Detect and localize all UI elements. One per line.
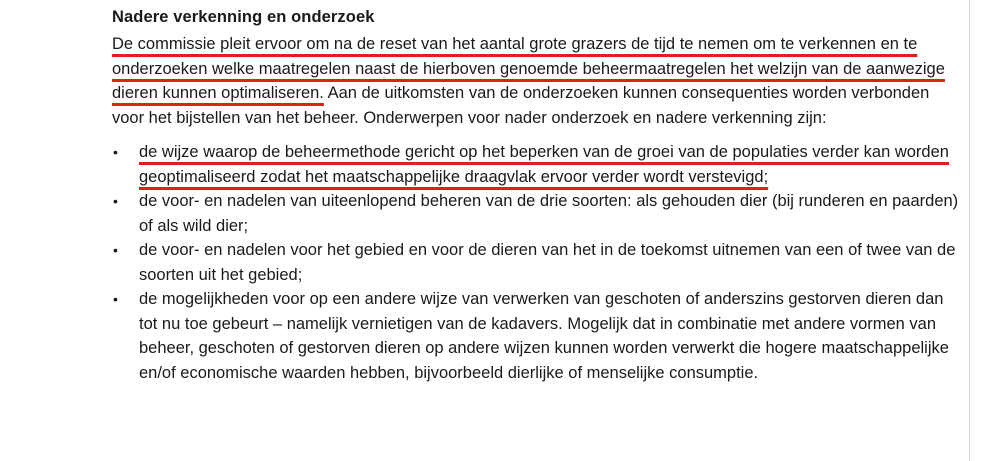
topic-list [112,140,962,385]
paragraph-text: Aan de uitkomsten van de onderzoeken kunnen consequenties worden verbonden voor het bijstellen van het beheer. Onderwerpen voor nader onderzoek en nadere verkenning zijn: [112,84,930,127]
list-item [112,140,962,189]
document-page [112,6,962,385]
bullet-icon: • [113,144,118,160]
list-item-text: de mogelijkheden voor op een andere wijze van verwerken van geschoten of anderszins gestorven dieren dan tot nu toe gebeurt – namelijk vernietigen van de kadavers. Mogelijk dat in combinatie met andere vormen van beheer, geschoten of gestorven dieren op andere wijzen kunnen worden verwerkt die hogere maatschappelijke en/of economische waarden hebben, bijvoorbeeld dierlijke of menselijke consumptie. [139,290,949,382]
highlighted-text: De commissie pleit ervoor om na de reset van het aantal grote grazers de tijd te nemen om te verkennen en te onderzoeken welke maatregelen naast de hierboven genoemde beheermaatregelen het welzijn van de aanwezige dieren kunnen optimaliseren. [112,35,945,102]
bullet-icon: • [113,193,118,209]
bullet-icon: • [113,291,118,307]
list-item [112,238,962,287]
bullet-icon: • [113,242,118,258]
section-heading: Nadere verkenning en onderzoek [112,8,375,26]
list-item-text: de voor- en nadelen voor het gebied en voor de dieren van het in de toekomst uitnemen van een of twee van de soorten uit het gebied; [139,241,956,284]
list-item [112,287,962,385]
list-item [112,189,962,238]
highlighted-list-text: de wijze waarop de beheermethode gericht op het beperken van de groei van de populaties verder kan worden geoptimaliseerd zodat het maatschappelijke draagvlak ervoor verder wordt verstevigd; [139,143,949,186]
intro-paragraph [112,32,962,130]
list-item-text: de voor- en nadelen van uiteenlopend beheren van de drie soorten: als gehouden dier (bij runderen en paarden) of als wild dier; [139,192,959,235]
page-edge-line [969,0,970,461]
